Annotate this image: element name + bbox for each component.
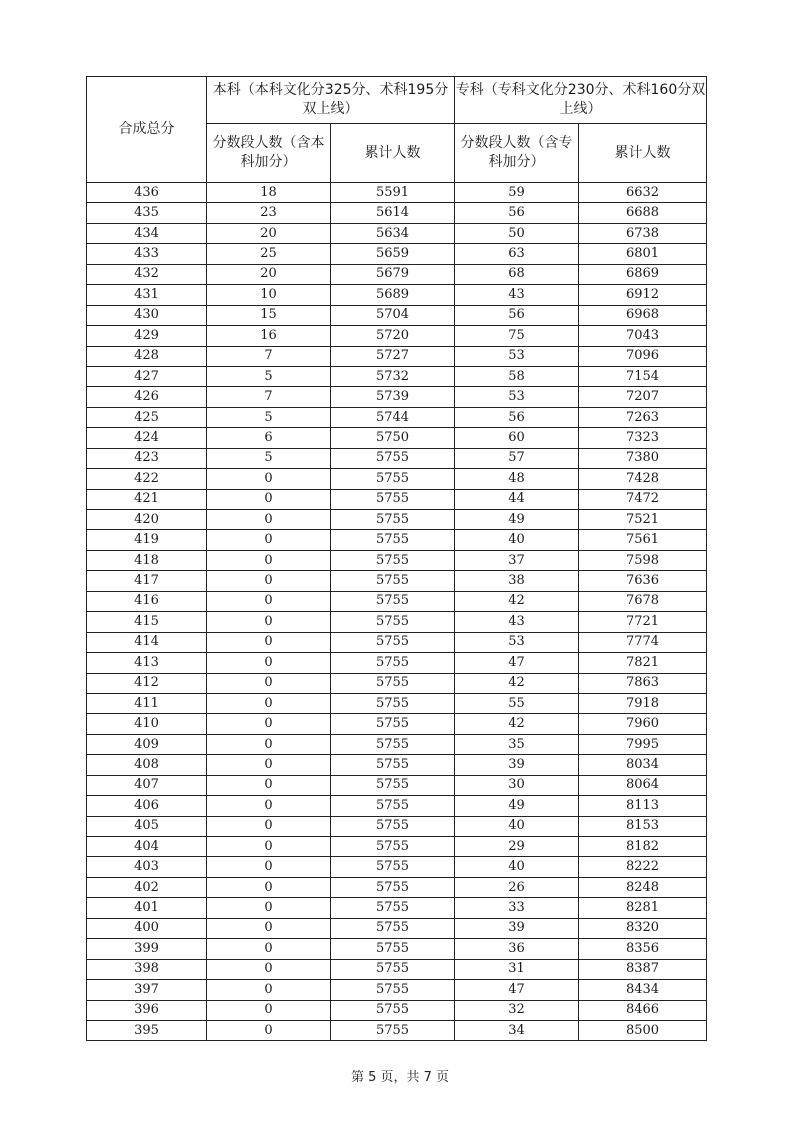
- table-row: [87, 183, 707, 203]
- cell-zk-segment-count: 48: [455, 469, 579, 489]
- table-row: [87, 346, 707, 366]
- table-row: [87, 755, 707, 775]
- cell-bk-segment-count: 0: [207, 469, 331, 489]
- table-row: [87, 510, 707, 530]
- cell-total-score: 424: [87, 428, 207, 448]
- cell-total-score: 407: [87, 775, 207, 795]
- cell-zk-cumulative: 6738: [579, 223, 707, 243]
- cell-total-score: 419: [87, 530, 207, 550]
- table-row: [87, 366, 707, 386]
- cell-bk-segment-count: 16: [207, 326, 331, 346]
- table-row: [87, 571, 707, 591]
- cell-zk-segment-count: 59: [455, 183, 579, 203]
- cell-bk-cumulative: 5732: [331, 366, 455, 386]
- cell-total-score: 399: [87, 939, 207, 959]
- cell-zk-segment-count: 40: [455, 816, 579, 836]
- cell-total-score: 425: [87, 407, 207, 427]
- cell-zk-segment-count: 57: [455, 448, 579, 468]
- cell-zk-segment-count: 55: [455, 693, 579, 713]
- cell-zk-segment-count: 60: [455, 428, 579, 448]
- cell-bk-cumulative: 5755: [331, 959, 455, 979]
- cell-zk-segment-count: 50: [455, 223, 579, 243]
- cell-zk-segment-count: 53: [455, 346, 579, 366]
- cell-bk-cumulative: 5755: [331, 775, 455, 795]
- table-row: [87, 796, 707, 816]
- cell-bk-segment-count: 0: [207, 1020, 331, 1040]
- cell-zk-segment-count: 53: [455, 387, 579, 407]
- cell-zk-cumulative: 6632: [579, 183, 707, 203]
- table-row: [87, 530, 707, 550]
- cell-zk-cumulative: 7598: [579, 550, 707, 570]
- cell-zk-cumulative: 7561: [579, 530, 707, 550]
- cell-zk-cumulative: 7096: [579, 346, 707, 366]
- cell-zk-segment-count: 35: [455, 734, 579, 754]
- cell-bk-segment-count: 7: [207, 387, 331, 407]
- cell-total-score: 395: [87, 1020, 207, 1040]
- cell-bk-cumulative: 5755: [331, 612, 455, 632]
- cell-zk-cumulative: 7521: [579, 510, 707, 530]
- table-row: [87, 448, 707, 468]
- table-row: [87, 203, 707, 223]
- table-row: [87, 857, 707, 877]
- cell-bk-segment-count: 0: [207, 571, 331, 591]
- cell-bk-cumulative: 5755: [331, 448, 455, 468]
- cell-bk-cumulative: 5755: [331, 816, 455, 836]
- cell-total-score: 396: [87, 1000, 207, 1020]
- cell-total-score: 402: [87, 877, 207, 897]
- cell-total-score: 416: [87, 591, 207, 611]
- cell-zk-segment-count: 56: [455, 203, 579, 223]
- cell-zk-cumulative: 6912: [579, 285, 707, 305]
- cell-total-score: 405: [87, 816, 207, 836]
- table-row: [87, 612, 707, 632]
- table-row: [87, 1020, 707, 1040]
- cell-zk-segment-count: 33: [455, 898, 579, 918]
- cell-total-score: 435: [87, 203, 207, 223]
- header-undergraduate: 本科（本科文化分325分、术科195分双上线）: [207, 77, 455, 124]
- table-row: [87, 428, 707, 448]
- header-bk-cumulative: 累计人数: [331, 124, 455, 183]
- table-row: [87, 469, 707, 489]
- cell-zk-cumulative: 8466: [579, 1000, 707, 1020]
- cell-zk-segment-count: 47: [455, 980, 579, 1000]
- cell-total-score: 411: [87, 693, 207, 713]
- cell-bk-cumulative: 5755: [331, 591, 455, 611]
- header-row-1: [87, 77, 707, 124]
- cell-bk-segment-count: 0: [207, 510, 331, 530]
- cell-zk-cumulative: 8113: [579, 796, 707, 816]
- table-row: [87, 285, 707, 305]
- cell-bk-cumulative: 5750: [331, 428, 455, 448]
- cell-bk-cumulative: 5755: [331, 550, 455, 570]
- cell-bk-segment-count: 5: [207, 366, 331, 386]
- cell-bk-segment-count: 7: [207, 346, 331, 366]
- cell-bk-cumulative: 5755: [331, 693, 455, 713]
- cell-zk-segment-count: 40: [455, 857, 579, 877]
- cell-bk-cumulative: 5704: [331, 305, 455, 325]
- cell-bk-segment-count: 0: [207, 653, 331, 673]
- cell-total-score: 413: [87, 653, 207, 673]
- cell-bk-segment-count: 0: [207, 550, 331, 570]
- cell-bk-cumulative: 5727: [331, 346, 455, 366]
- cell-bk-cumulative: 5755: [331, 734, 455, 754]
- cell-zk-cumulative: 8182: [579, 837, 707, 857]
- cell-bk-segment-count: 0: [207, 837, 331, 857]
- cell-zk-segment-count: 75: [455, 326, 579, 346]
- cell-bk-segment-count: 0: [207, 489, 331, 509]
- table-row: [87, 264, 707, 284]
- cell-zk-cumulative: 8222: [579, 857, 707, 877]
- cell-total-score: 400: [87, 918, 207, 938]
- cell-zk-segment-count: 49: [455, 510, 579, 530]
- cell-total-score: 430: [87, 305, 207, 325]
- cell-zk-cumulative: 6688: [579, 203, 707, 223]
- cell-zk-segment-count: 49: [455, 796, 579, 816]
- cell-bk-segment-count: 0: [207, 755, 331, 775]
- cell-zk-segment-count: 40: [455, 530, 579, 550]
- cell-bk-cumulative: 5739: [331, 387, 455, 407]
- cell-bk-cumulative: 5755: [331, 857, 455, 877]
- cell-bk-cumulative: 5755: [331, 898, 455, 918]
- cell-bk-cumulative: 5689: [331, 285, 455, 305]
- cell-bk-cumulative: 5755: [331, 877, 455, 897]
- cell-zk-cumulative: 7678: [579, 591, 707, 611]
- cell-zk-segment-count: 26: [455, 877, 579, 897]
- table-row: [87, 1000, 707, 1020]
- cell-bk-segment-count: 20: [207, 264, 331, 284]
- cell-zk-cumulative: 8281: [579, 898, 707, 918]
- cell-zk-segment-count: 42: [455, 591, 579, 611]
- cell-bk-segment-count: 0: [207, 1000, 331, 1020]
- table-row: [87, 980, 707, 1000]
- cell-total-score: 433: [87, 244, 207, 264]
- cell-total-score: 404: [87, 837, 207, 857]
- cell-total-score: 401: [87, 898, 207, 918]
- cell-bk-segment-count: 20: [207, 223, 331, 243]
- table-row: [87, 223, 707, 243]
- table-row: [87, 775, 707, 795]
- cell-total-score: 436: [87, 183, 207, 203]
- cell-zk-cumulative: 8248: [579, 877, 707, 897]
- cell-zk-segment-count: 30: [455, 775, 579, 795]
- table-row: [87, 673, 707, 693]
- cell-total-score: 434: [87, 223, 207, 243]
- cell-total-score: 408: [87, 755, 207, 775]
- header-bk-segment-count: 分数段人数（含本科加分）: [207, 124, 331, 183]
- cell-total-score: 423: [87, 448, 207, 468]
- cell-bk-segment-count: 6: [207, 428, 331, 448]
- cell-total-score: 410: [87, 714, 207, 734]
- cell-bk-cumulative: 5755: [331, 1000, 455, 1020]
- table-row: [87, 489, 707, 509]
- cell-zk-cumulative: 8356: [579, 939, 707, 959]
- cell-bk-segment-count: 25: [207, 244, 331, 264]
- cell-zk-segment-count: 37: [455, 550, 579, 570]
- cell-zk-segment-count: 53: [455, 632, 579, 652]
- cell-bk-segment-count: 5: [207, 407, 331, 427]
- cell-zk-cumulative: 7774: [579, 632, 707, 652]
- cell-zk-segment-count: 39: [455, 918, 579, 938]
- cell-bk-cumulative: 5755: [331, 469, 455, 489]
- cell-bk-segment-count: 0: [207, 693, 331, 713]
- cell-zk-cumulative: 8387: [579, 959, 707, 979]
- cell-zk-segment-count: 56: [455, 305, 579, 325]
- cell-total-score: 398: [87, 959, 207, 979]
- cell-bk-cumulative: 5659: [331, 244, 455, 264]
- cell-total-score: 429: [87, 326, 207, 346]
- cell-bk-segment-count: 0: [207, 796, 331, 816]
- cell-zk-cumulative: 7380: [579, 448, 707, 468]
- cell-zk-cumulative: 7960: [579, 714, 707, 734]
- cell-zk-cumulative: 7043: [579, 326, 707, 346]
- cell-bk-cumulative: 5755: [331, 1020, 455, 1040]
- cell-bk-segment-count: 0: [207, 877, 331, 897]
- cell-bk-cumulative: 5755: [331, 673, 455, 693]
- cell-bk-cumulative: 5755: [331, 489, 455, 509]
- cell-bk-segment-count: 0: [207, 714, 331, 734]
- cell-zk-cumulative: 7821: [579, 653, 707, 673]
- cell-bk-segment-count: 10: [207, 285, 331, 305]
- cell-bk-cumulative: 5634: [331, 223, 455, 243]
- cell-bk-segment-count: 0: [207, 591, 331, 611]
- cell-total-score: 432: [87, 264, 207, 284]
- cell-zk-cumulative: 7721: [579, 612, 707, 632]
- cell-zk-segment-count: 39: [455, 755, 579, 775]
- cell-zk-cumulative: 8320: [579, 918, 707, 938]
- cell-total-score: 428: [87, 346, 207, 366]
- cell-bk-segment-count: 0: [207, 857, 331, 877]
- cell-bk-cumulative: 5755: [331, 714, 455, 734]
- score-distribution-table: [86, 76, 707, 1041]
- cell-zk-cumulative: 8434: [579, 980, 707, 1000]
- table-row: [87, 550, 707, 570]
- cell-zk-cumulative: 8034: [579, 755, 707, 775]
- cell-zk-segment-count: 32: [455, 1000, 579, 1020]
- cell-total-score: 403: [87, 857, 207, 877]
- cell-total-score: 406: [87, 796, 207, 816]
- cell-zk-cumulative: 7472: [579, 489, 707, 509]
- cell-zk-cumulative: 6801: [579, 244, 707, 264]
- cell-total-score: 426: [87, 387, 207, 407]
- table-row: [87, 959, 707, 979]
- cell-bk-cumulative: 5755: [331, 653, 455, 673]
- cell-zk-segment-count: 47: [455, 653, 579, 673]
- cell-total-score: 421: [87, 489, 207, 509]
- cell-zk-cumulative: 8153: [579, 816, 707, 836]
- table-row: [87, 898, 707, 918]
- cell-bk-segment-count: 0: [207, 898, 331, 918]
- cell-bk-segment-count: 0: [207, 612, 331, 632]
- cell-bk-cumulative: 5744: [331, 407, 455, 427]
- cell-bk-segment-count: 23: [207, 203, 331, 223]
- cell-zk-segment-count: 31: [455, 959, 579, 979]
- cell-zk-segment-count: 42: [455, 714, 579, 734]
- table-row: [87, 816, 707, 836]
- cell-total-score: 414: [87, 632, 207, 652]
- cell-total-score: 397: [87, 980, 207, 1000]
- cell-total-score: 418: [87, 550, 207, 570]
- table-row: [87, 734, 707, 754]
- cell-bk-cumulative: 5755: [331, 571, 455, 591]
- cell-bk-cumulative: 5755: [331, 837, 455, 857]
- cell-bk-segment-count: 15: [207, 305, 331, 325]
- cell-zk-cumulative: 6869: [579, 264, 707, 284]
- cell-bk-segment-count: 0: [207, 918, 331, 938]
- cell-bk-segment-count: 0: [207, 980, 331, 1000]
- cell-bk-segment-count: 5: [207, 448, 331, 468]
- cell-bk-segment-count: 0: [207, 734, 331, 754]
- table-row: [87, 939, 707, 959]
- cell-total-score: 427: [87, 366, 207, 386]
- cell-total-score: 431: [87, 285, 207, 305]
- cell-zk-cumulative: 7918: [579, 693, 707, 713]
- header-total-score: 合成总分: [87, 77, 207, 183]
- header-zk-segment-count: 分数段人数（含专科加分）: [455, 124, 579, 183]
- cell-zk-segment-count: 58: [455, 366, 579, 386]
- cell-zk-cumulative: 7263: [579, 407, 707, 427]
- table-row: [87, 918, 707, 938]
- cell-zk-segment-count: 34: [455, 1020, 579, 1040]
- cell-bk-segment-count: 0: [207, 632, 331, 652]
- table-body: [87, 183, 707, 1041]
- table-row: [87, 714, 707, 734]
- cell-bk-cumulative: 5755: [331, 510, 455, 530]
- cell-bk-cumulative: 5755: [331, 980, 455, 1000]
- cell-bk-segment-count: 0: [207, 530, 331, 550]
- table-row: [87, 693, 707, 713]
- table-row: [87, 244, 707, 264]
- cell-bk-cumulative: 5755: [331, 632, 455, 652]
- cell-bk-cumulative: 5679: [331, 264, 455, 284]
- cell-total-score: 415: [87, 612, 207, 632]
- table-row: [87, 653, 707, 673]
- cell-bk-cumulative: 5755: [331, 939, 455, 959]
- cell-zk-cumulative: 7863: [579, 673, 707, 693]
- cell-zk-segment-count: 38: [455, 571, 579, 591]
- cell-total-score: 420: [87, 510, 207, 530]
- cell-zk-cumulative: 7995: [579, 734, 707, 754]
- cell-total-score: 422: [87, 469, 207, 489]
- cell-total-score: 417: [87, 571, 207, 591]
- cell-bk-segment-count: 0: [207, 673, 331, 693]
- table-row: [87, 837, 707, 857]
- table-row: [87, 387, 707, 407]
- cell-bk-cumulative: 5755: [331, 918, 455, 938]
- cell-zk-cumulative: 7323: [579, 428, 707, 448]
- table-header: [87, 77, 707, 183]
- cell-zk-cumulative: 7428: [579, 469, 707, 489]
- cell-zk-segment-count: 56: [455, 407, 579, 427]
- header-zk-cumulative: 累计人数: [579, 124, 707, 183]
- table-row: [87, 877, 707, 897]
- cell-zk-segment-count: 36: [455, 939, 579, 959]
- cell-bk-segment-count: 0: [207, 939, 331, 959]
- cell-zk-segment-count: 42: [455, 673, 579, 693]
- cell-zk-cumulative: 7207: [579, 387, 707, 407]
- cell-bk-cumulative: 5614: [331, 203, 455, 223]
- cell-zk-segment-count: 68: [455, 264, 579, 284]
- cell-zk-segment-count: 44: [455, 489, 579, 509]
- cell-bk-cumulative: 5755: [331, 755, 455, 775]
- cell-zk-segment-count: 29: [455, 837, 579, 857]
- page-footer: 第 5 页，共 7 页: [350, 1070, 450, 1085]
- cell-zk-segment-count: 43: [455, 612, 579, 632]
- cell-zk-cumulative: 8064: [579, 775, 707, 795]
- table-row: [87, 407, 707, 427]
- cell-bk-cumulative: 5755: [331, 530, 455, 550]
- cell-zk-cumulative: 8500: [579, 1020, 707, 1040]
- cell-zk-cumulative: 7636: [579, 571, 707, 591]
- table-row: [87, 591, 707, 611]
- cell-bk-segment-count: 18: [207, 183, 331, 203]
- cell-zk-segment-count: 43: [455, 285, 579, 305]
- cell-bk-cumulative: 5591: [331, 183, 455, 203]
- cell-zk-segment-count: 63: [455, 244, 579, 264]
- table-row: [87, 326, 707, 346]
- table-row: [87, 305, 707, 325]
- cell-bk-segment-count: 0: [207, 775, 331, 795]
- cell-zk-cumulative: 7154: [579, 366, 707, 386]
- cell-bk-segment-count: 0: [207, 959, 331, 979]
- header-junior-college: 专科（专科文化分230分、术科160分双上线）: [455, 77, 707, 124]
- cell-bk-cumulative: 5755: [331, 796, 455, 816]
- cell-total-score: 409: [87, 734, 207, 754]
- table-row: [87, 632, 707, 652]
- cell-bk-segment-count: 0: [207, 816, 331, 836]
- cell-zk-cumulative: 6968: [579, 305, 707, 325]
- cell-total-score: 412: [87, 673, 207, 693]
- cell-bk-cumulative: 5720: [331, 326, 455, 346]
